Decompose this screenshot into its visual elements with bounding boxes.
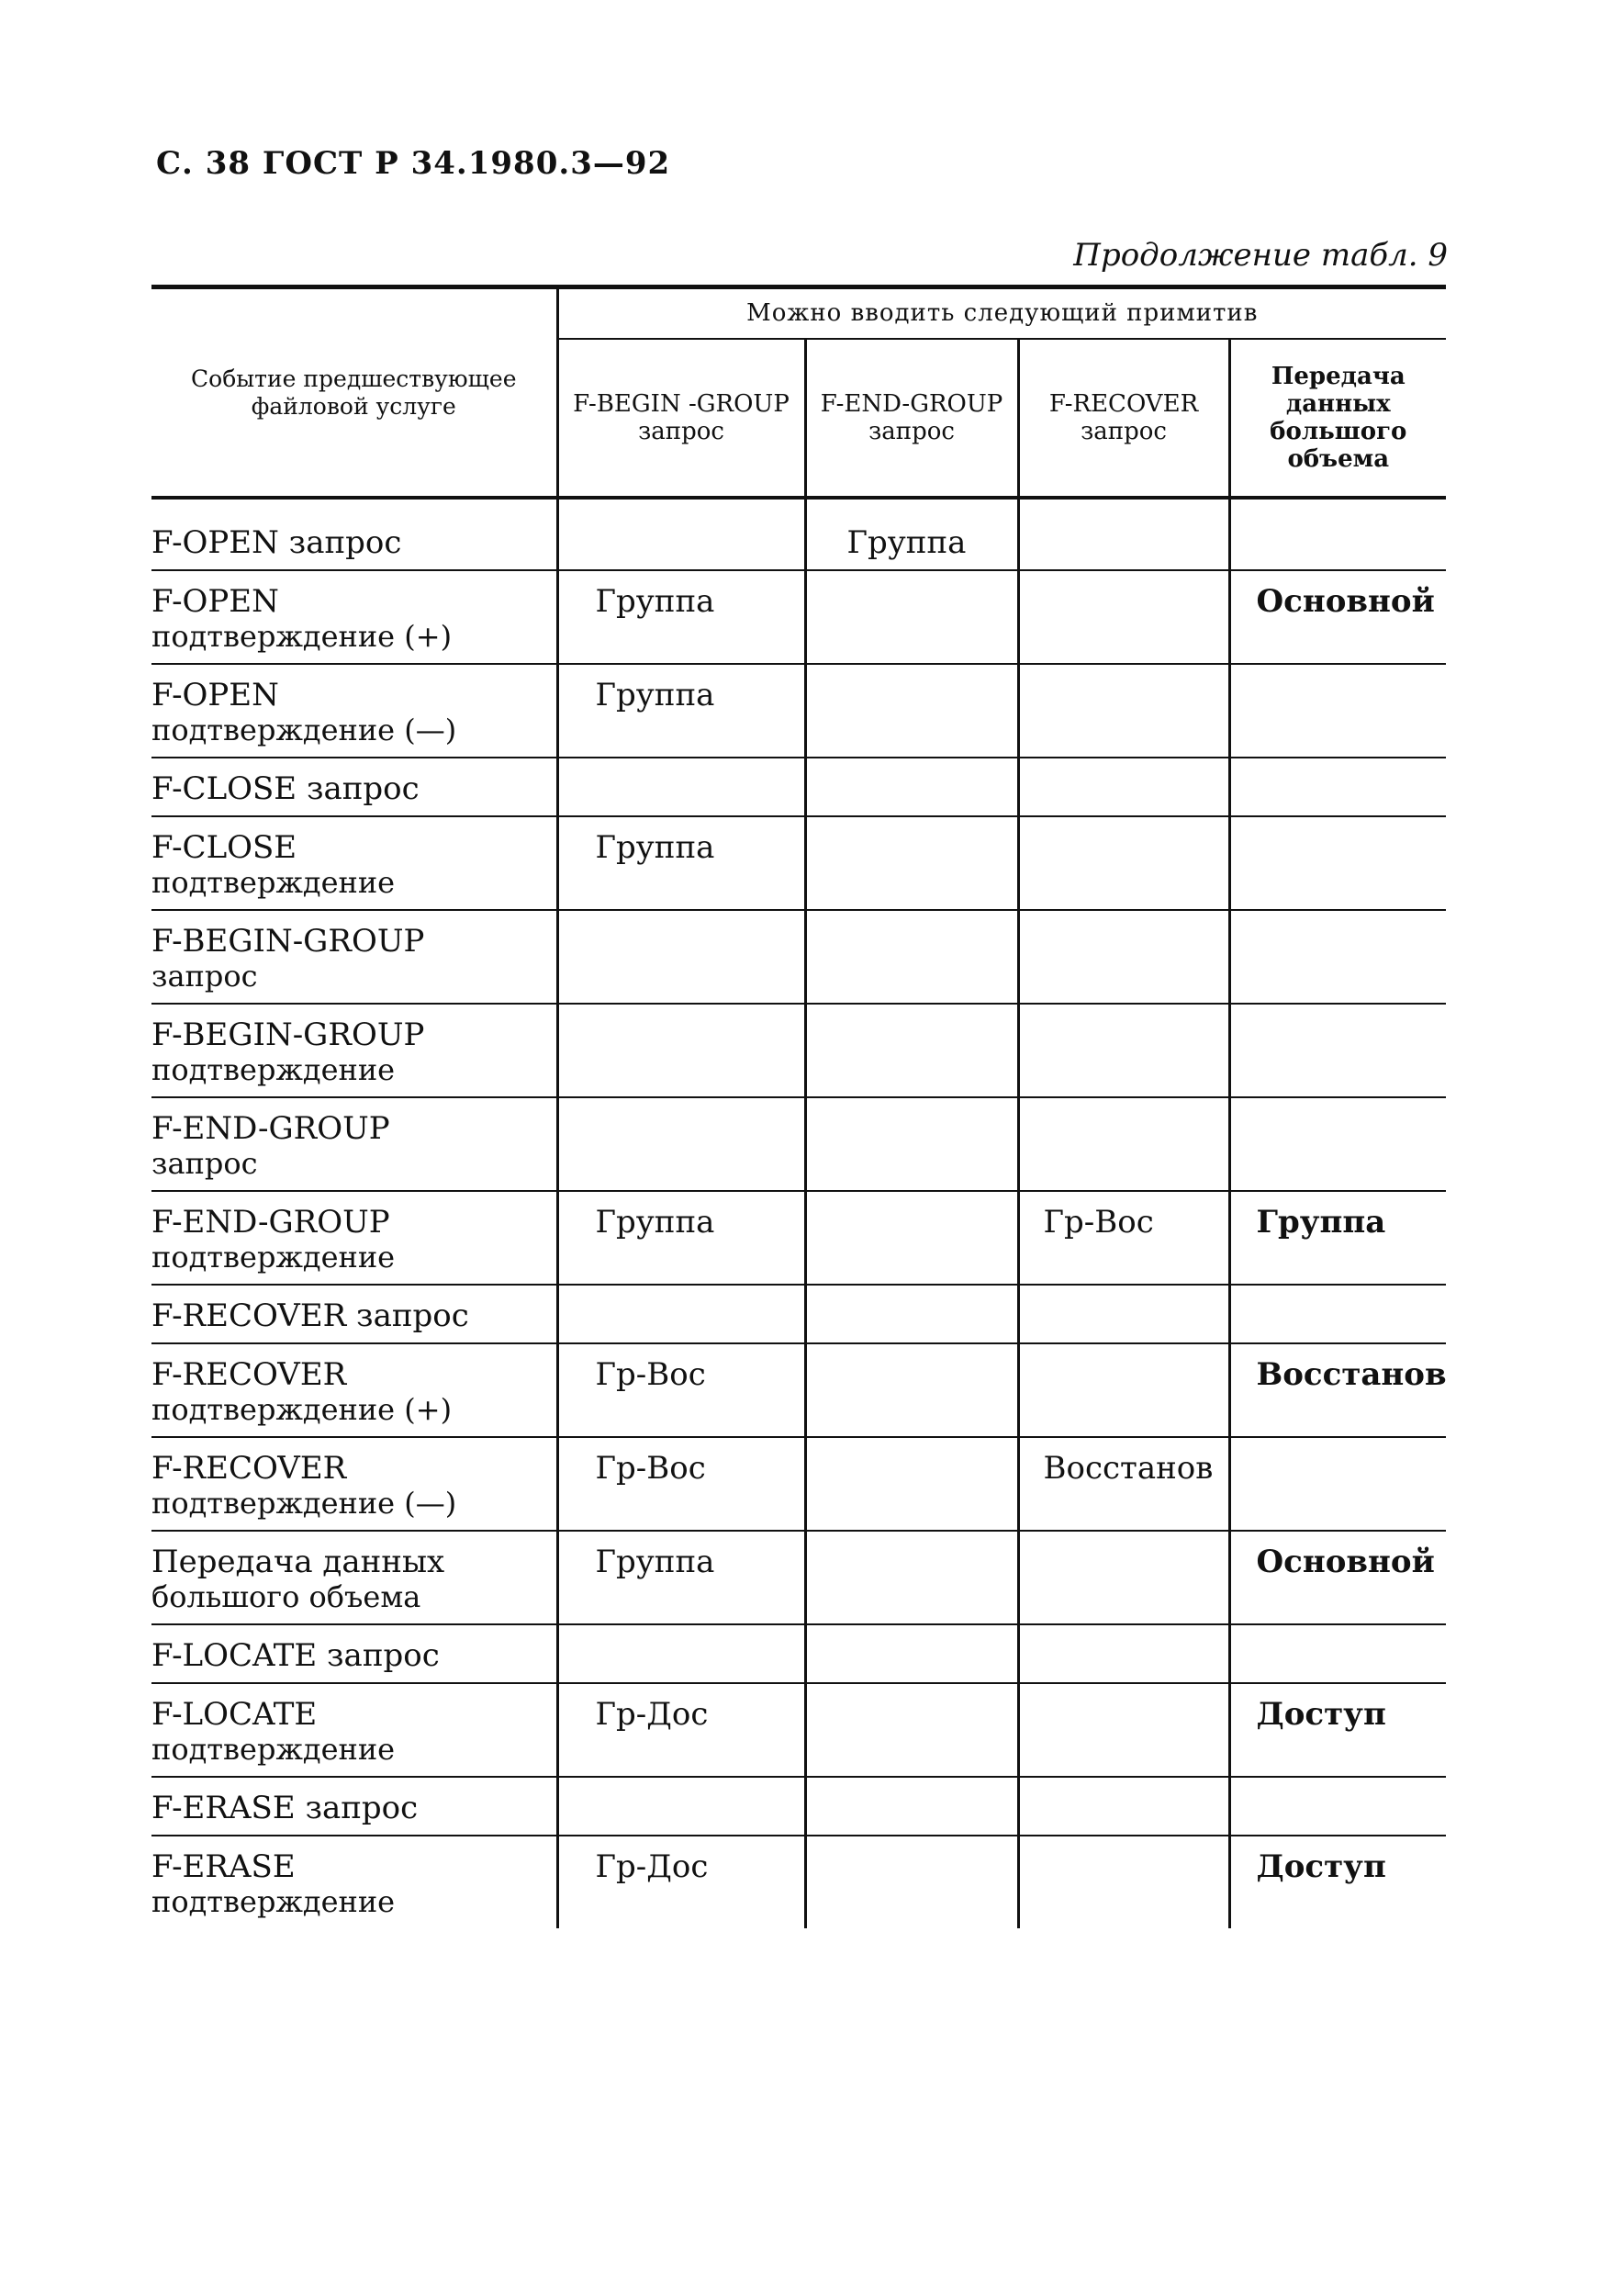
table-row	[151, 570, 1446, 664]
event-cell	[151, 1683, 557, 1777]
table-row	[151, 1191, 1446, 1285]
event-qualifier: подтверждение (—)	[151, 713, 457, 747]
primitive-cell	[557, 498, 805, 570]
event-cell	[151, 498, 557, 570]
event-name: F-LOCATE запрос	[151, 1637, 440, 1674]
column-header-recover: F-RECOVER запрос	[1018, 339, 1229, 498]
primitive-cell	[557, 758, 805, 816]
event-qualifier: запрос	[151, 959, 258, 994]
primitive-cell	[805, 1624, 1018, 1683]
primitive-cell: Доступ	[1229, 1683, 1446, 1777]
primitive-cell	[805, 816, 1018, 910]
event-cell	[151, 758, 557, 816]
primitive-cell	[805, 1683, 1018, 1777]
event-cell	[151, 816, 557, 910]
primitive-cell: Доступ	[1256, 1848, 1386, 1885]
event-cell	[151, 570, 557, 664]
event-name: F-CLOSE запрос	[151, 770, 420, 807]
primitive-cell: Восстанов	[1229, 1343, 1446, 1437]
primitive-cell	[1229, 816, 1446, 910]
column-header-end-group: F-END-GROUP запрос	[805, 339, 1018, 498]
table-row	[151, 816, 1446, 910]
primitive-cell: Основной	[1229, 1531, 1446, 1624]
event-cell	[151, 1097, 557, 1191]
event-name: F-CLOSE	[151, 829, 297, 866]
primitive-cell	[805, 1343, 1018, 1437]
table-row	[151, 1777, 1446, 1836]
primitives-table	[151, 285, 1446, 1928]
primitive-cell	[1018, 1097, 1229, 1191]
primitive-cell: Гр-Дос	[557, 1683, 805, 1777]
event-cell	[151, 1777, 557, 1836]
primitive-cell: Группа	[557, 1191, 805, 1285]
column-header-event: Событие предшествующее файловой услуге	[151, 287, 557, 499]
primitive-cell	[805, 1836, 1018, 1928]
table-row	[151, 758, 1446, 816]
event-qualifier: подтверждение	[151, 1884, 396, 1919]
primitive-cell	[805, 1531, 1018, 1624]
primitive-cell	[805, 1191, 1018, 1285]
primitive-cell: Группа	[557, 570, 805, 664]
table-row	[151, 1285, 1446, 1343]
primitive-cell	[1018, 1531, 1229, 1624]
event-name: F-OPEN	[151, 677, 279, 713]
primitive-cell	[805, 1285, 1018, 1343]
primitive-cell	[1018, 816, 1229, 910]
primitive-cell	[1229, 1097, 1446, 1191]
event-name: F-RECOVER запрос	[151, 1297, 469, 1334]
event-cell	[151, 1191, 557, 1285]
event-qualifier: большого объема	[151, 1579, 421, 1614]
event-name: F-RECOVER	[151, 1356, 347, 1393]
event-qualifier: подтверждение (—)	[151, 1486, 457, 1521]
table-row	[151, 1097, 1446, 1191]
event-cell	[151, 1437, 557, 1531]
primitive-cell	[557, 910, 805, 1004]
event-name: Передача данных	[151, 1544, 445, 1580]
primitive-cell	[557, 1097, 805, 1191]
table-row	[151, 1343, 1446, 1437]
primitive-cell	[1018, 1004, 1229, 1097]
primitive-cell	[805, 1004, 1018, 1097]
event-cell	[151, 1285, 557, 1343]
primitive-cell	[805, 1777, 1018, 1836]
primitive-cell	[805, 1097, 1018, 1191]
event-cell	[151, 1004, 557, 1097]
table-header	[151, 287, 1446, 499]
primitive-cell	[1018, 498, 1229, 570]
event-name: F-BEGIN-GROUP	[151, 923, 425, 960]
event-qualifier: подтверждение (+)	[151, 1392, 453, 1427]
primitive-cell	[1229, 498, 1446, 570]
primitive-cell	[557, 1004, 805, 1097]
primitive-cell: Группа	[557, 664, 805, 758]
table-row	[151, 1531, 1446, 1624]
primitive-cell	[1018, 1343, 1229, 1437]
event-cell	[151, 664, 557, 758]
event-name: F-RECOVER	[151, 1450, 347, 1487]
event-name: F-ERASE	[151, 1848, 296, 1885]
event-qualifier: подтверждение (+)	[151, 619, 453, 654]
event-cell	[151, 1624, 557, 1683]
primitive-cell: Группа	[557, 1531, 805, 1624]
primitive-cell	[805, 664, 1018, 758]
event-name: F-ERASE запрос	[151, 1790, 419, 1826]
primitive-cell	[1229, 1437, 1446, 1531]
primitive-cell	[557, 1285, 805, 1343]
primitive-cell	[1229, 910, 1446, 1004]
primitive-cell	[557, 1777, 805, 1836]
primitive-cell: Основной	[1229, 570, 1446, 664]
primitive-cell: Группа	[805, 498, 1018, 570]
primitive-cell	[1018, 758, 1229, 816]
table-row	[151, 1624, 1446, 1683]
primitive-cell	[1229, 1285, 1446, 1343]
table-row	[151, 498, 1446, 570]
primitive-cell: Восстанов	[1018, 1437, 1229, 1531]
table	[151, 285, 1446, 1928]
primitive-cell	[1018, 570, 1229, 664]
event-cell	[151, 1343, 557, 1437]
table-body	[151, 498, 1446, 1928]
primitive-cell: Гр-Вос	[557, 1343, 805, 1437]
primitive-cell	[1018, 1683, 1229, 1777]
primitive-cell	[805, 570, 1018, 664]
primitive-cell	[1018, 1836, 1229, 1928]
column-header-bulk-data: Передача данных большого объема	[1229, 339, 1446, 498]
primitive-cell	[805, 758, 1018, 816]
primitive-cell	[557, 1624, 805, 1683]
event-qualifier: подтверждение	[151, 865, 396, 900]
event-name: F-OPEN запрос	[151, 524, 402, 561]
primitive-cell	[1018, 1777, 1229, 1836]
primitive-cell	[1018, 1624, 1229, 1683]
page-header: С. 38 ГОСТ Р 34.1980.3—92	[156, 145, 671, 182]
primitive-cell	[1229, 664, 1446, 758]
primitive-cell	[805, 1437, 1018, 1531]
event-qualifier: подтверждение	[151, 1732, 396, 1767]
primitive-cell: Группа	[557, 816, 805, 910]
table-row	[151, 1004, 1446, 1097]
primitive-cell	[805, 910, 1018, 1004]
event-name: F-OPEN	[151, 583, 279, 620]
table-row	[151, 664, 1446, 758]
primitive-cell	[1018, 664, 1229, 758]
primitive-cell	[1229, 1777, 1446, 1836]
table-row	[151, 910, 1446, 1004]
primitive-cell	[1229, 1004, 1446, 1097]
event-cell	[151, 1836, 557, 1928]
event-name: F-END-GROUP	[151, 1204, 390, 1241]
column-group-header: Можно вводить следующий примитив	[557, 287, 1446, 339]
primitive-cell: Группа	[1229, 1191, 1446, 1285]
primitive-cell	[1018, 910, 1229, 1004]
primitive-cell: Гр-Вос	[557, 1437, 805, 1531]
primitive-cell	[1229, 758, 1446, 816]
primitive-cell: Гр-Дос	[557, 1836, 805, 1928]
event-cell	[151, 1531, 557, 1624]
event-cell	[151, 910, 557, 1004]
table-row	[151, 1683, 1446, 1777]
table-row	[151, 1836, 1446, 1928]
event-qualifier: подтверждение	[151, 1240, 396, 1275]
column-header-begin-group: F-BEGIN -GROUP запрос	[557, 339, 805, 498]
event-qualifier: подтверждение	[151, 1052, 396, 1087]
event-name: F-BEGIN-GROUP	[151, 1016, 425, 1053]
event-name: F-LOCATE	[151, 1696, 318, 1733]
table-continuation-caption: Продолжение табл. 9	[1073, 237, 1448, 274]
primitive-cell	[1018, 1285, 1229, 1343]
event-qualifier: запрос	[151, 1146, 258, 1181]
primitive-cell: Гр-Вос	[1018, 1191, 1229, 1285]
table-row	[151, 1437, 1446, 1531]
event-name: F-END-GROUP	[151, 1110, 390, 1147]
primitive-cell	[1229, 1624, 1446, 1683]
